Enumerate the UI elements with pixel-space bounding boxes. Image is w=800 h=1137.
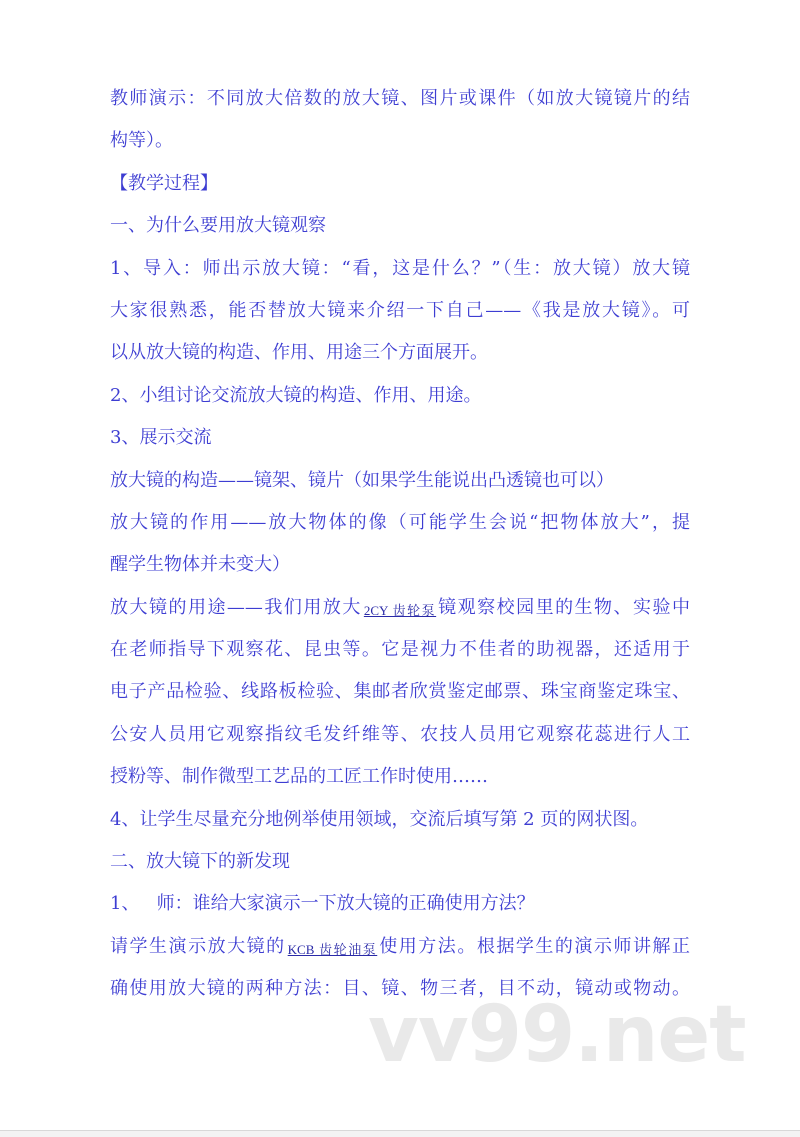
- link-2cy-gear-pump[interactable]: 2CY 齿轮泵: [363, 602, 437, 618]
- text-segment: 放大镜的用途——我们用放大: [110, 596, 362, 618]
- text-line: 确使用放大镜的两种方法：目、镜、物三者，目不动，镜动或物动。: [110, 978, 690, 1000]
- section-heading: 二、放大镜下的新发现: [110, 851, 290, 873]
- text-line: 2、小组讨论交流放大镜的构造、作用、用途。: [110, 384, 482, 406]
- text-line: 1、 师：谁给大家演示一下放大镜的正确使用方法？: [110, 893, 535, 915]
- text-line: 以从放大镜的构造、作用、用途三个方面展开。: [110, 342, 488, 364]
- text-line: 教师演示：不同放大倍数的放大镜、图片或课件（如放大镜镜片的结: [110, 88, 690, 109]
- text-line: 3、展示交流: [110, 427, 212, 449]
- document-body: [110, 78, 690, 1011]
- link-kcb-gear-oil-pump[interactable]: KCB 齿轮油泵: [287, 941, 378, 957]
- text-segment: 使用方法。根据学生的演示师讲解正: [379, 935, 691, 957]
- text-line: [110, 926, 690, 968]
- section-heading: 【教学过程】: [110, 172, 218, 194]
- text-line: [110, 587, 690, 629]
- text-segment: 镜观察校园里的生物、实验中: [438, 596, 690, 618]
- text-line: 4、让学生尽量充分地例举使用领域，交流后填写第 2 页的网状图。: [110, 808, 649, 830]
- text-line: 构等）。: [110, 130, 173, 152]
- text-line: 电子产品检验、线路板检验、集邮者欣赏鉴定邮票、珠宝商鉴定珠宝、: [110, 681, 690, 703]
- text-segment: 请学生演示放大镜的: [110, 935, 286, 957]
- text-line: 大家很熟悉，能否替放大镜来介绍一下自己——《我是放大镜》。可: [110, 299, 690, 321]
- text-line: 醒学生物体并未变大）: [110, 554, 290, 576]
- text-line: 在老师指导下观察花、昆虫等。它是视力不佳者的助视器，还适用于: [110, 639, 690, 661]
- watermark: vv99.net: [368, 990, 746, 1080]
- text-line: 授粉等、制作微型工艺品的工匠工作时使用……: [110, 766, 488, 788]
- text-line: 放大镜的作用——放大物体的像（可能学生会说“把物体放大”，提: [110, 511, 690, 533]
- text-line: 1、导入：师出示放大镜：“看，这是什么？”（生：放大镜）放大镜: [110, 257, 690, 279]
- text-line: 放大镜的构造——镜架、镜片（如果学生能说出凸透镜也可以）: [110, 469, 614, 491]
- text-line: 公安人员用它观察指纹毛发纤维等、农技人员用它观察花蕊进行人工: [110, 723, 690, 745]
- section-heading: 一、为什么要用放大镜观察: [110, 215, 326, 237]
